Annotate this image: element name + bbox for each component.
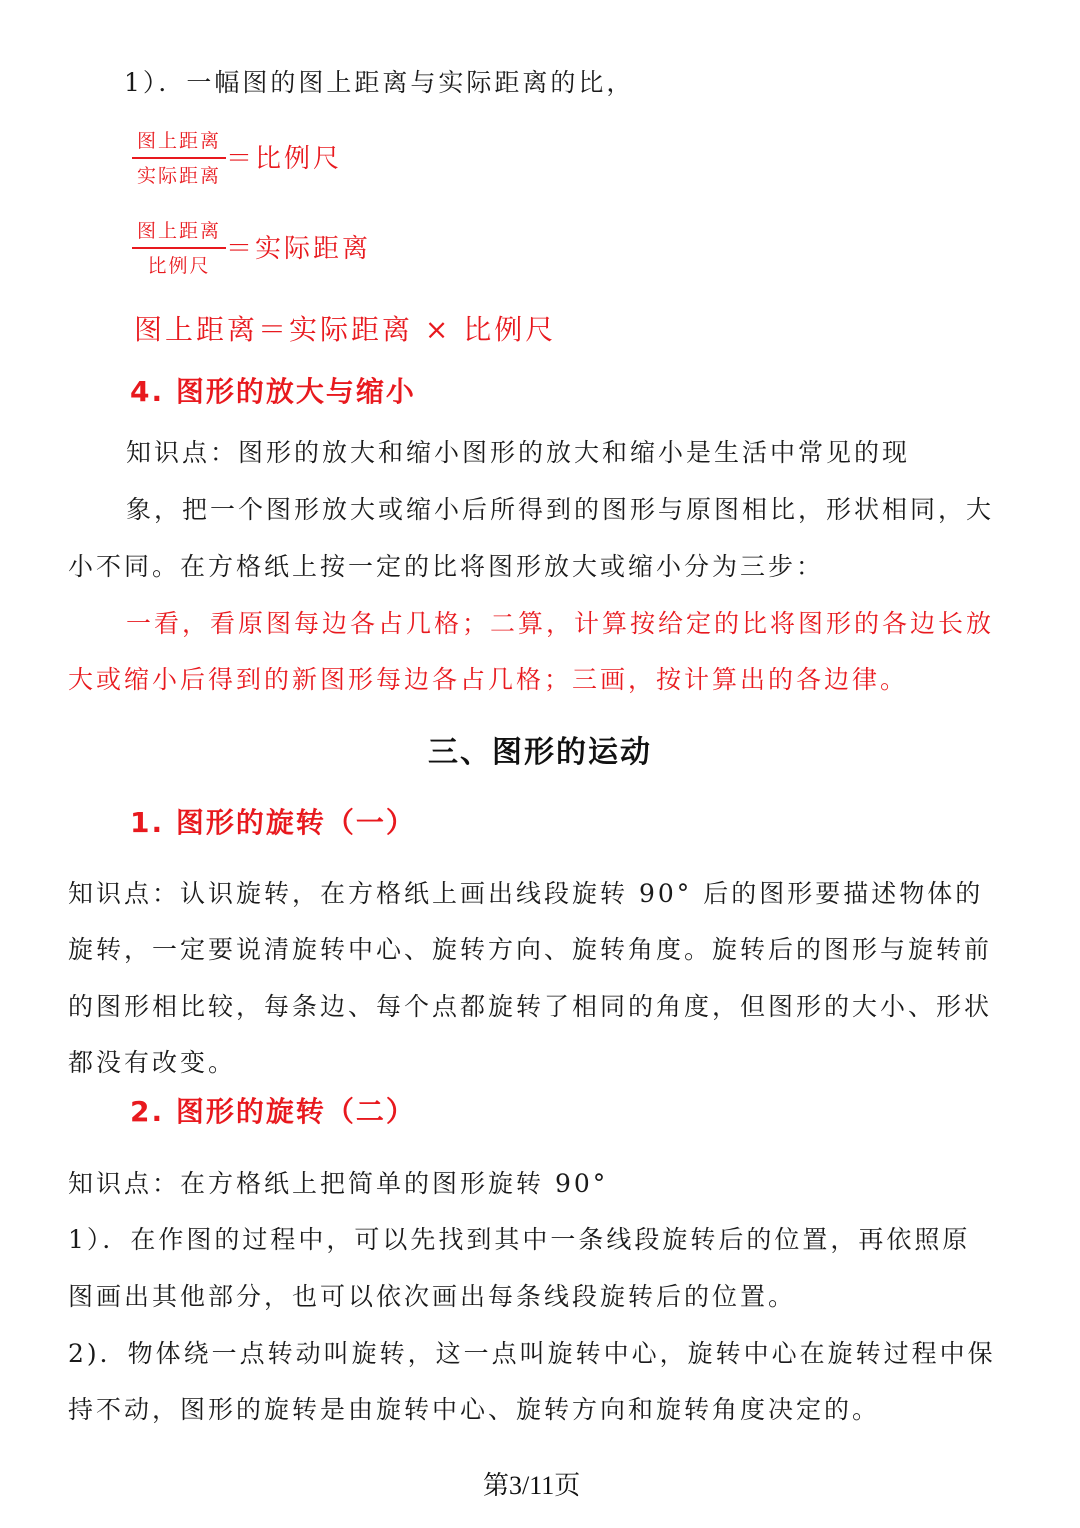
paragraph-line-highlight: 大或缩小后得到的新图形每边各占几格；三画，按计算出的各边律。 <box>68 665 909 694</box>
fraction <box>132 222 226 276</box>
formula-result: ＝实际距离 <box>226 234 372 264</box>
formula-scale <box>132 132 342 186</box>
heading-enlarge-shrink: 4. 图形的放大与缩小 <box>130 375 416 408</box>
fraction-numerator: 图上距离 <box>136 220 221 242</box>
paragraph-line: 图画出其他部分，也可以依次画出每条线段旋转后的位置。 <box>68 1282 797 1311</box>
paragraph-line: 知识点：图形的放大和缩小图形的放大和缩小是生活中常见的现 <box>126 438 911 467</box>
fraction-bar <box>132 157 226 159</box>
formula-map-distance: 图上距离＝实际距离 × 比例尺 <box>134 313 557 346</box>
fraction-denominator: 比例尺 <box>147 255 211 277</box>
paragraph-line: 2)．物体绕一点转动叫旋转，这一点叫旋转中心，旋转中心在旋转过程中保 <box>68 1339 996 1368</box>
fraction-bar <box>132 247 226 249</box>
scale-definition-line: 1）．一幅图的图上距离与实际距离的比， <box>124 68 635 97</box>
paragraph-line: 小不同。在方格纸上按一定的比将图形放大或缩小分为三步： <box>68 552 825 581</box>
fraction-numerator: 图上距离 <box>136 130 221 152</box>
paragraph-line-highlight: 一看，看原图每边各占几格；二算，计算按给定的比将图形的各边长放 <box>126 609 995 638</box>
paragraph-line: 1）．在作图的过程中，可以先找到其中一条线段旋转后的位置，再依照原 <box>68 1225 971 1254</box>
heading-rotation-1: 1. 图形的旋转（一） <box>130 806 416 839</box>
formula-result: ＝比例尺 <box>226 144 343 174</box>
page-number: 第3/11页 <box>483 1471 581 1500</box>
formula-actual-distance <box>132 222 371 276</box>
paragraph-line: 旋转，一定要说清旋转中心、旋转方向、旋转角度。旋转后的图形与旋转前 <box>68 935 993 964</box>
fraction-denominator: 实际距离 <box>136 165 221 187</box>
paragraph-line: 都没有改变。 <box>68 1048 237 1077</box>
paragraph-line: 持不动，图形的旋转是由旋转中心、旋转方向和旋转角度决定的。 <box>68 1395 881 1424</box>
paragraph-line: 象，把一个图形放大或缩小后所得到的图形与原图相比，形状相同，大 <box>126 495 995 524</box>
heading-rotation-2: 2. 图形的旋转（二） <box>130 1095 416 1128</box>
paragraph-line: 的图形相比较，每条边、每个点都旋转了相同的角度，但图形的大小、形状 <box>68 992 993 1021</box>
paragraph-line: 知识点：认识旋转，在方格纸上画出线段旋转 90° 后的图形要描述物体的 <box>68 879 984 908</box>
paragraph-line: 知识点：在方格纸上把简单的图形旋转 90° <box>68 1169 609 1198</box>
chapter-title: 三、图形的运动 <box>428 735 652 770</box>
fraction <box>132 132 226 186</box>
